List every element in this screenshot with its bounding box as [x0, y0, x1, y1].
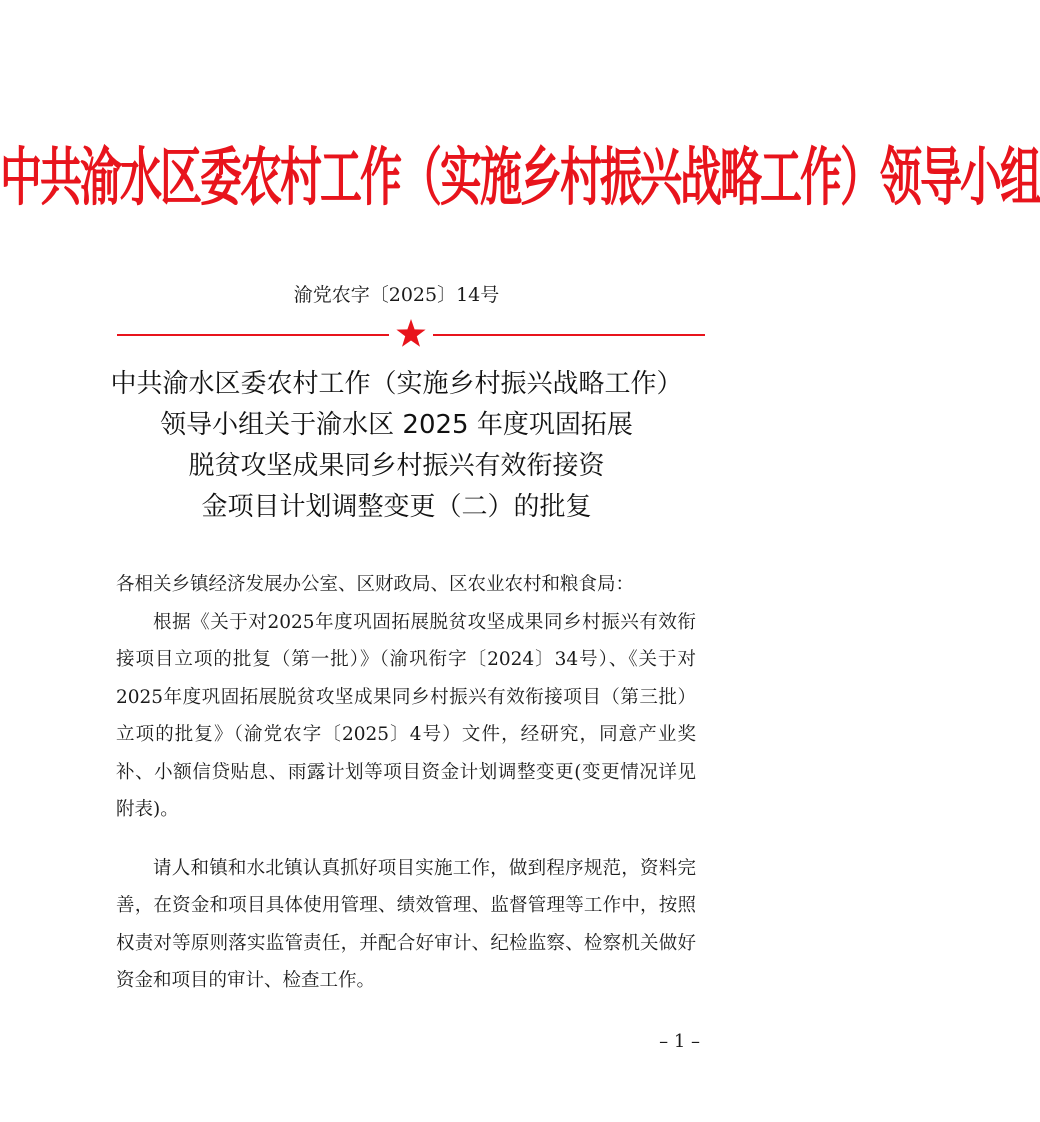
body-paragraph-2: 请人和镇和水北镇认真抓好项目实施工作，做到程序规范，资料完善，在资金和项目具体使用管理、绩效管理、监督管理等工作中，按照权责对等原则落实监管责任，并配合好审计、纪检监察、检察机关做好资金和项目的审计、检查工作。 — [116, 857, 696, 991]
title-line-1: 中共渝水区委农村工作（实施乡村振兴战略工作） — [110, 369, 683, 399]
document-body — [116, 566, 696, 1000]
body-paragraph-1: 根据《关于对2025年度巩固拓展脱贫攻坚成果同乡村振兴有效衔接项目立项的批复（第一批）》（渝巩衔字〔2024〕34号）、《关于对2025年度巩固拓展脱贫攻坚成果同乡村振兴有效衔接项目（第三批）立项的批复》（渝党农字〔2025〕4号）文件，经研究，同意产业奖补、小额信贷贴息、雨露计划等项目资金计划调整变更(变更情况详见附表)。 — [116, 611, 696, 820]
separator-line-right — [433, 334, 705, 336]
title-line-4: 金项目计划调整变更（二）的批复 — [201, 492, 592, 522]
red-separator — [117, 318, 705, 348]
title-line-2: 领导小组关于渝水区 2025 年度巩固拓展 — [160, 410, 633, 440]
title-line-3: 脱贫攻坚成果同乡村振兴有效衔接资 — [188, 451, 605, 481]
page-number: – 1 – — [659, 1031, 700, 1052]
issuing-organization-header: 中共渝水区委农村工作（实施乡村振兴战略工作）领导小组 — [0, 140, 1040, 214]
document-number: 渝党农字〔2025〕14号 — [293, 284, 500, 306]
separator-line-left — [117, 334, 389, 336]
document-title — [90, 364, 703, 528]
star-icon — [395, 318, 427, 350]
salutation: 各相关乡镇经济发展办公室、区财政局、区农业农村和粮食局： — [116, 574, 635, 595]
